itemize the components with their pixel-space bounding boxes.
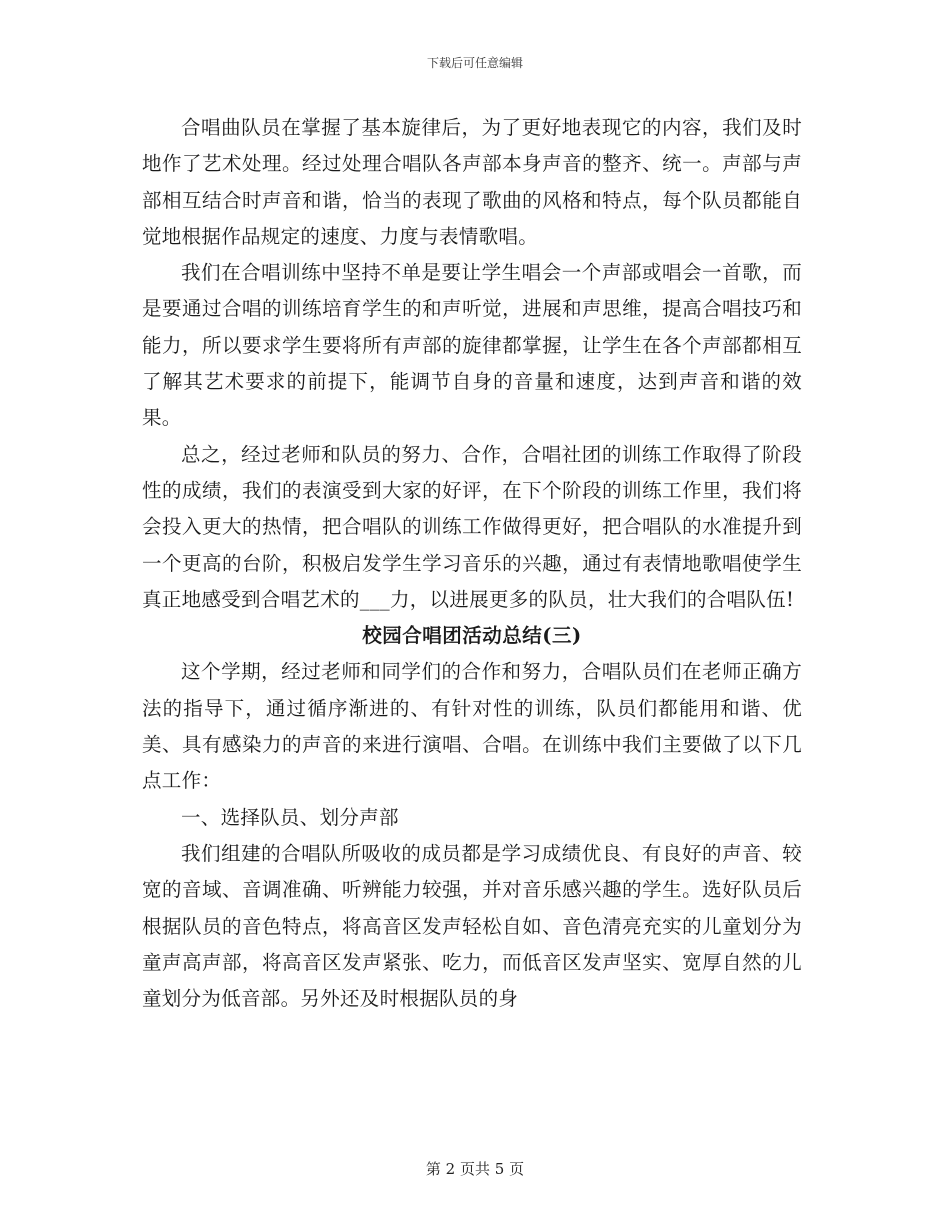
- section-title: 校园合唱团活动总结(三): [362, 624, 582, 648]
- paragraph-member-selection: 我们组建的合唱队所吸收的成员都是学习成绩优良、有良好的声音、较宽的音域、音调准确、听辨能力较强，并对音乐感兴趣的学生。选好队员后根据队员的音色特点，将高音区发声轻松自如、音色清亮充实的儿童划分为童声高声部，将高音区发声紧张、吃力，而低音区发声坚实、宽厚自然的儿童划分为低音部。另外还及时根据队员的身: [142, 841, 802, 1011]
- paragraph-semester-intro: 这个学期，经过老师和同学们的合作和努力，合唱队员们在老师正确方法的指导下，通过循序渐进的、有针对性的训练，队员们都能用和谐、优美、具有感染力的声音的来进行演唱、合唱。在训练中我们主要做了以下几点工作：: [142, 660, 802, 793]
- paragraph-training-goals: 我们在合唱训练中坚持不单是要让学生唱会一个声部或唱会一首歌，而是要通过合唱的训练培育学生的和声听觉，进展和声思维，提高合唱技巧和能力，所以要求学生要将所有声部的旋律都掌握，让学生在各个声部都相互了解其艺术要求的前提下，能调节自身的音量和速度，达到声音和谐的效果。: [142, 261, 802, 430]
- subheading-select-members: 一、选择队员、划分声部: [181, 805, 399, 829]
- page-header-note: 下载后可任意编辑: [426, 56, 523, 70]
- document-body: [142, 110, 802, 1017]
- paragraph-artistic-treatment: 合唱曲队员在掌握了基本旋律后，为了更好地表现它的内容，我们及时地作了艺术处理。经过处理合唱队各声部本身声音的整齐、统一。声部与声部相互结合时声音和谐，恰当的表现了歌曲的风格和特点，每个队员都能自觉地根据作品规定的速度、力度与表情歌唱。: [142, 116, 802, 248]
- paragraph-summary: 总之，经过老师和队员的努力、合作，合唱社团的训练工作取得了阶段性的成绩，我们的表演受到大家的好评，在下个阶段的训练工作里，我们将会投入更大的热情，把合唱队的训练工作做得更好，把合唱队的水准提升到一个更高的台阶，积极启发学生学习音乐的兴趣，通过有表情地歌唱使学生真正地感受到合唱艺术的___力，以进展更多的队员，壮大我们的合唱队伍!: [142, 442, 802, 611]
- page-number-footer: 第 2 页共 5 页: [425, 1160, 525, 1178]
